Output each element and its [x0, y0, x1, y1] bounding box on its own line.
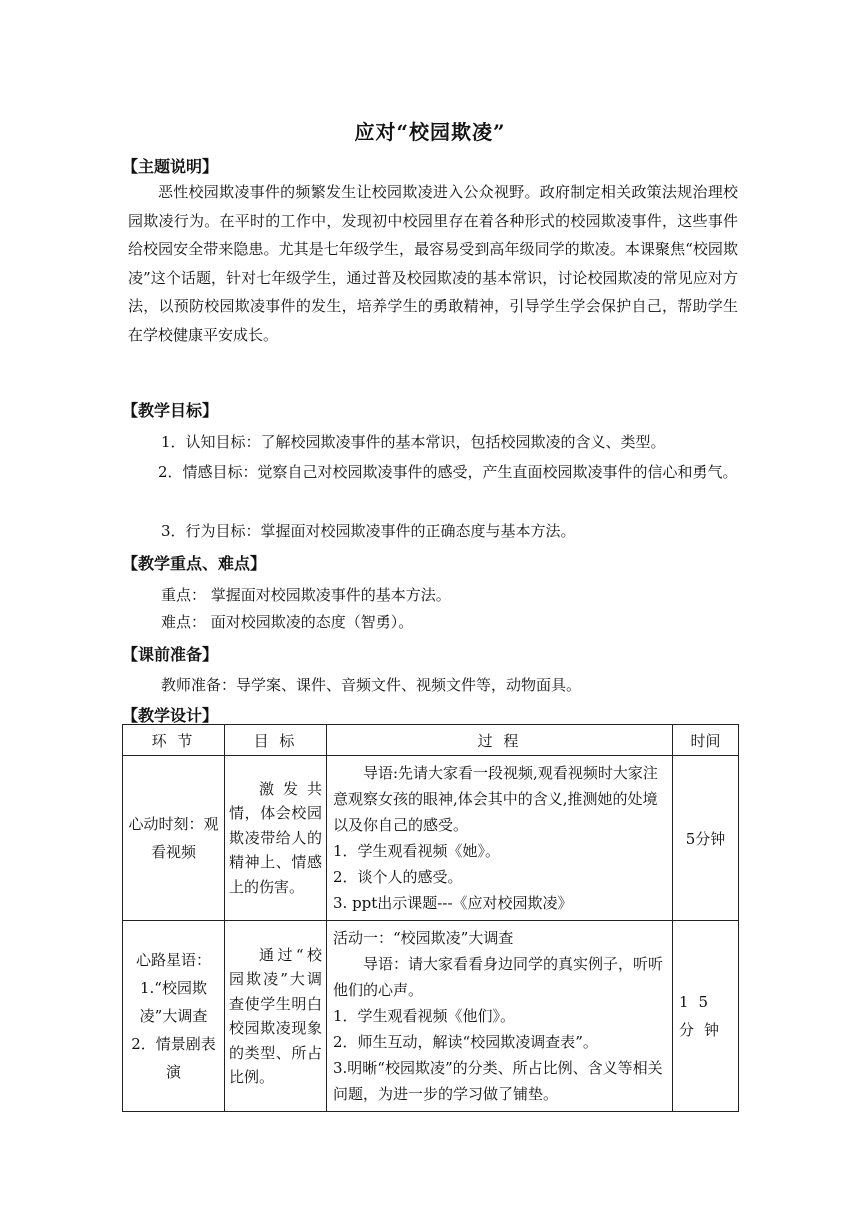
process-title: 活动一：“校园欺凌”大调查 [333, 929, 514, 947]
stage-cell: 心动时刻：观看视频 [123, 756, 225, 921]
process-step: 1．学生观看视频《他们》。 [333, 1007, 516, 1025]
difficulty-line: 难点： 面对校园欺凌的态度（智勇）。 [161, 613, 414, 631]
key-points-heading: 【教学重点、难点】 [122, 554, 267, 573]
design-heading: 【教学设计】 [122, 706, 219, 725]
theme-heading: 【主题说明】 [122, 157, 219, 176]
stage-cell: 心路星语：1.“校园欺凌”大调查 2．情景剧表演 [123, 921, 225, 1112]
table-header-row [123, 725, 739, 756]
goal-item-3: 3．行为目标：掌握面对校园欺凌事件的正确态度与基本方法。 [161, 522, 576, 540]
page-title: 应对“校园欺凌” [354, 120, 506, 144]
goal-item-2: 2．情感目标：觉察自己对校园欺凌事件的感受，产生直面校园欺凌事件的信心和勇气。 [158, 463, 738, 481]
focus-line: 重点： 掌握面对校园欺凌事件的基本方法。 [161, 586, 451, 604]
process-step: 3.明晰“校园欺凌”的分类、所占比例、含义等相关问题，为进一步的学习做了铺垫。 [333, 1059, 663, 1103]
process-cell [327, 921, 673, 1112]
goal-item-1: 1．认知目标：了解校园欺凌事件的基本常识，包括校园欺凌的含义、类型。 [161, 433, 666, 451]
process-intro: 导语：请大家看看身边同学的真实例子，听听他们的心声。 [333, 955, 664, 999]
theme-paragraph: 恶性校园欺凌事件的频繁发生让校园欺凌进入公众视野。政府制定相关政策法规治理校园欺凌行为。在平时的工作中，发现初中校园里存在着各种形式的校园欺凌事件，这些事件给校园安全带来隐患。尤其是七年级学生，最容易受到高年级同学的欺凌。本课聚焦“校园欺凌”这个话题，针对七年级学生，通过普及校园欺凌的基本常识，讨论校园欺凌的常见应对方法，以预防校园欺凌事件的发生，培养学生的勇敢精神，引导学生学会保护自己，帮助学生在学校健康平安成长。 [128, 183, 738, 344]
column-header-process: 过 程 [327, 725, 673, 756]
time-cell: 15分钟 [673, 921, 739, 1112]
prep-line: 教师准备：导学案、课件、音频文件、视频文件等，动物面具。 [161, 676, 582, 694]
table-row [123, 921, 739, 1112]
process-step: 2．师生互动，解读“校园欺凌调查表”。 [333, 1033, 598, 1051]
goal-cell: 激发共情，体会校园欺凌带给人的精神上、情感上的伤害。 [225, 756, 327, 921]
column-header-stage: 环 节 [123, 725, 225, 756]
process-step: 3. ppt出示课题---《应对校园欺凌》 [333, 894, 573, 912]
prep-heading: 【课前准备】 [122, 645, 219, 664]
time-cell: 5分钟 [673, 756, 739, 921]
goal-cell: 通过“校园欺凌”大调查使学生明白校园欺凌现象的类型、所占比例。 [225, 921, 327, 1112]
column-header-time: 时间 [673, 725, 739, 756]
goals-heading: 【教学目标】 [122, 401, 219, 420]
design-table [122, 724, 739, 1112]
process-step: 1．学生观看视频《她》。 [333, 842, 501, 860]
process-intro: 导语:先请大家看一段视频,观看视频时大家注意观察女孩的眼神,体会其中的含义,推测她的处境以及你自己的感受。 [333, 764, 658, 834]
process-cell [327, 756, 673, 921]
table-row [123, 756, 739, 921]
column-header-goal: 目 标 [225, 725, 327, 756]
process-step: 2．谈个人的感受。 [333, 868, 463, 886]
